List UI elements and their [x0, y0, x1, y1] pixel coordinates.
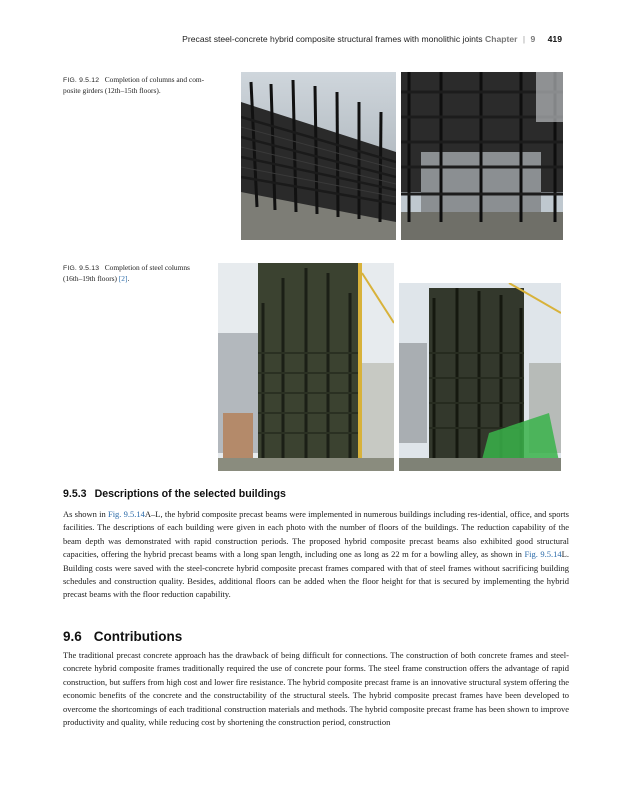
figure-9-5-12-photo-left [241, 72, 396, 240]
section-number: 9.5.3 [63, 488, 87, 500]
figure-9-5-13-caption [63, 263, 243, 284]
caption-end: . [127, 274, 130, 283]
section-heading-9-6 [63, 629, 182, 644]
figure-9-5-12-caption [63, 75, 243, 96]
running-header [0, 34, 562, 44]
paragraph-text: As shown in [63, 509, 108, 519]
section-number: 9.6 [63, 629, 82, 644]
chapter-label: Chapter [484, 34, 518, 44]
section-9-5-3-paragraph [63, 508, 569, 602]
section-9-6-paragraph: The traditional precast concrete approach has the drawback of being difficult for connections. The construction of both concrete frames and steel-concrete hybrid composite frames traditionally required the use of concrete pour forms. The steel frame construction offers the advantage of rapid construction, but suffers from high cost and lower fire resistance. The hybrid composite precast frame is an innovative structural system offering the economic benefits of the concrete and the constructability of the structural steels. The hybrid composite precast frames have been developed to overcome the shortcomings of each traditional construction materials and methods. The hybrid composite precast frame has been shown to improve productivity and quality, while reducing cost by shortening the construction period, construction [63, 650, 569, 728]
running-title: Precast steel-concrete hybrid composite structural frames with monolithic joints [182, 34, 483, 44]
figure-link[interactable]: Fig. 9.5.14 [524, 549, 562, 560]
figure-link[interactable]: Fig. 9.5.14 [107, 509, 145, 519]
chapter-number: 9 [530, 34, 536, 44]
section-heading-9-5-3 [63, 488, 286, 500]
caption-text-line1: Completion of columns and com- [104, 75, 205, 84]
figure-9-5-13-photo-right [399, 283, 561, 471]
caption-text-line2: posite girders (12th–15th floors). [63, 86, 161, 95]
section-title: Descriptions of the selected buildings [94, 488, 286, 500]
citation-link[interactable]: [2] [118, 274, 128, 283]
page-number: 419 [547, 34, 562, 44]
figure-label: FIG. 9.5.12 [63, 77, 100, 84]
section-title: Contributions [93, 629, 183, 644]
paragraph-text: A–L, the hybrid composite precast beams were implemented in numerous buildings including res-idential, office, and sports facilities. The descriptions of each building were given in each photo with the number of floors of the buildings. The reduction capability of the beam depth was demonstrated with rapid construction periods. The proposed hybrid composite precast beams also exhibited good structural capacities, offering the hybrid precast beams with a long span length, including one as long as 22 m for a bowling alley, as shown in [63, 509, 569, 560]
header-separator: | [522, 34, 526, 44]
figure-9-5-12-photo-right [401, 72, 563, 240]
caption-text-line2: (16th–19th floors) [63, 274, 119, 283]
caption-text-line1: Completion of steel columns [104, 263, 190, 272]
paragraph-text: L. Building costs were saved with the steel-concrete hybrid composite precast frames compared with that of steel frames without sacrificing building schedules and construction quality. Besides, additional floors can be added when the floor height for that is secured by implementing the hybrid precast beams with the floor reduction capability. [63, 549, 569, 600]
figure-label: FIG. 9.5.13 [63, 265, 100, 272]
figure-9-5-13-photo-left [218, 263, 394, 471]
